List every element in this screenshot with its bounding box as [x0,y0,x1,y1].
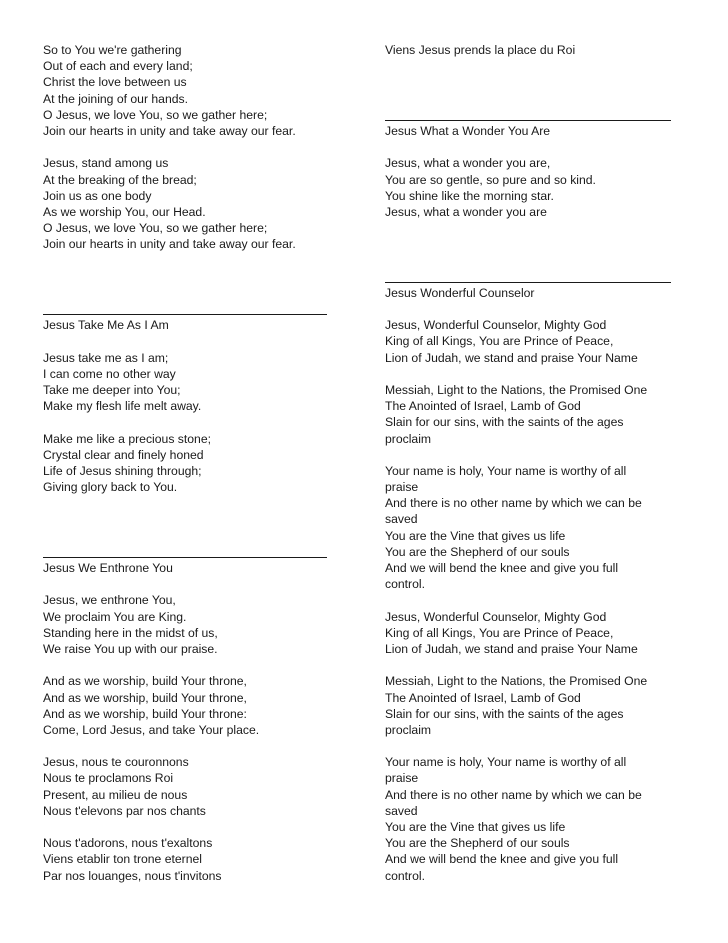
lyric-line: saved [385,512,418,527]
blank-line [43,139,343,155]
lyric-line: Slain for our sins, with the saints of the ages [385,706,624,721]
lyric-line: Jesus, stand among us [43,156,169,171]
lyric-line: Messiah, Light to the Nations, the Promised One [385,674,648,689]
lyric-line: Your name is holy, Your name is worthy of all [385,463,627,478]
lyric-line: Join our hearts in unity and take away our fear. [43,237,296,252]
blank-line [385,592,685,608]
lyric-line: At the breaking of the bread; [43,172,197,187]
lyric-line: The Anointed of Israel, Lamb of God [385,399,581,414]
blank-line [43,738,343,754]
lyric-line: So to You we're gathering [43,43,182,57]
lyric-line: Viens Jesus prends la place du Roi [385,43,576,57]
lyric-line: Life of Jesus shining through; [43,463,202,478]
lyric-line: proclaim [385,431,432,446]
blank-line [43,495,343,511]
lyric-line: And there is no other name by which we can be [385,787,642,802]
lyric-line: And as we worship, build Your throne, [43,674,247,689]
blank-line [385,74,685,90]
lyric-line: Take me deeper into You; [43,382,181,397]
lyric-line: You are the Shepherd of our souls [385,544,570,559]
lyric-line: And as we worship, build Your throne: [43,706,247,721]
lyric-line: Your name is holy, Your name is worthy of all [385,755,627,770]
lyric-line: You shine like the morning star. [385,188,554,203]
lyric-line: Jesus, we enthrone You, [43,593,176,608]
lyric-line: Jesus Wonderful Counselor [385,285,535,300]
lyric-line: We proclaim You are King. [43,609,187,624]
lyric-line: Nous t'elevons par nos chants [43,803,206,818]
lyric-line: Lion of Judah, we stand and praise Your Name [385,350,638,365]
lyric-line: Jesus We Enthrone You [43,561,173,575]
lyric-line: You are the Shepherd of our souls [385,836,570,851]
lyric-line: At the joining of our hands. [43,91,188,106]
lyric-line: Christ the love between us [43,75,187,90]
lyric-line: I can come no other way [43,366,176,381]
section-divider [385,107,685,123]
lyric-line: Par nos louanges, nous t'invitons [43,868,222,883]
blank-line [385,236,685,252]
lyric-line: Jesus, what a wonder you are [385,204,547,219]
blank-line [43,285,343,301]
blank-line [385,58,685,74]
lyric-line: Make my flesh life melt away. [43,399,202,414]
lyric-line: control. [385,868,425,883]
blank-line [385,220,685,236]
blank-line [385,657,685,673]
lyric-line: And as we worship, build Your throne, [43,690,247,705]
lyric-line: You are the Vine that gives us life [385,820,566,834]
blank-line [43,657,343,673]
lyric-line: King of all Kings, You are Prince of Peace, [385,625,614,640]
lyric-line: Jesus, Wonderful Counselor, Mighty God [385,609,607,624]
lyric-line: proclaim [385,722,432,737]
blank-line [385,366,685,382]
blank-line [43,576,343,592]
lyric-line: Make me like a precious stone; [43,431,211,446]
section-divider [43,301,343,317]
lyric-line: Come, Lord Jesus, and take Your place. [43,722,260,737]
left-column [43,42,343,884]
lyric-line: O Jesus, we love You, so we gather here; [43,107,268,122]
blank-line [43,269,343,285]
lyric-line: Jesus, Wonderful Counselor, Mighty God [385,318,607,333]
lyric-line: Slain for our sins, with the saints of the ages [385,415,624,430]
lyric-line: Jesus What a Wonder You Are [385,123,551,138]
lyric-line: Jesus Take Me As I Am [43,318,169,333]
blank-line [43,414,343,430]
lyric-line: As we worship You, our Head. [43,204,206,219]
blank-line [43,511,343,527]
blank-line [385,301,685,317]
lyric-line: Nous t'adorons, nous t'exaltons [43,836,213,851]
blank-line [385,738,685,754]
blank-line [43,252,343,268]
lyric-line: Crystal clear and finely honed [43,447,204,462]
lyric-line: Jesus, nous te couronnons [43,755,189,770]
blank-line [385,139,685,155]
lyric-line: praise [385,480,419,495]
lyric-line: control. [385,577,425,592]
blank-line [43,819,343,835]
lyric-line: The Anointed of Israel, Lamb of God [385,690,581,705]
lyric-line: Nous te proclamons Roi [43,771,174,786]
lyric-line: praise [385,771,419,786]
lyric-line: saved [385,803,418,818]
lyric-line: Join our hearts in unity and take away our fear. [43,123,296,138]
right-column [385,42,685,884]
section-divider [43,544,343,560]
blank-line [43,528,343,544]
lyric-line: Present, au milieu de nous [43,787,188,802]
lyric-line: Giving glory back to You. [43,480,178,495]
lyric-line: King of all Kings, You are Prince of Peace, [385,334,614,349]
blank-line [385,252,685,268]
lyric-line: And there is no other name by which we can be [385,496,642,511]
blank-line [385,91,685,107]
lyric-line: You are the Vine that gives us life [385,528,566,543]
lyric-line: Messiah, Light to the Nations, the Promised One [385,382,648,397]
blank-line [43,333,343,349]
lyric-line: And we will bend the knee and give you full [385,561,619,575]
lyric-line: Standing here in the midst of us, [43,625,218,640]
lyric-line: Lion of Judah, we stand and praise Your Name [385,641,638,656]
section-divider [385,269,685,285]
lyric-line: O Jesus, we love You, so we gather here; [43,221,268,236]
lyric-line: You are so gentle, so pure and so kind. [385,172,596,187]
lyric-line: Jesus, what a wonder you are, [385,156,551,171]
lyric-line: Jesus take me as I am; [43,350,169,365]
lyric-line: Join us as one body [43,188,152,203]
lyric-line: Out of each and every land; [43,59,193,74]
lyric-line: We raise You up with our praise. [43,641,218,656]
blank-line [385,447,685,463]
lyric-line: And we will bend the knee and give you full [385,852,619,867]
lyric-line: Viens etablir ton trone eternel [43,852,202,867]
